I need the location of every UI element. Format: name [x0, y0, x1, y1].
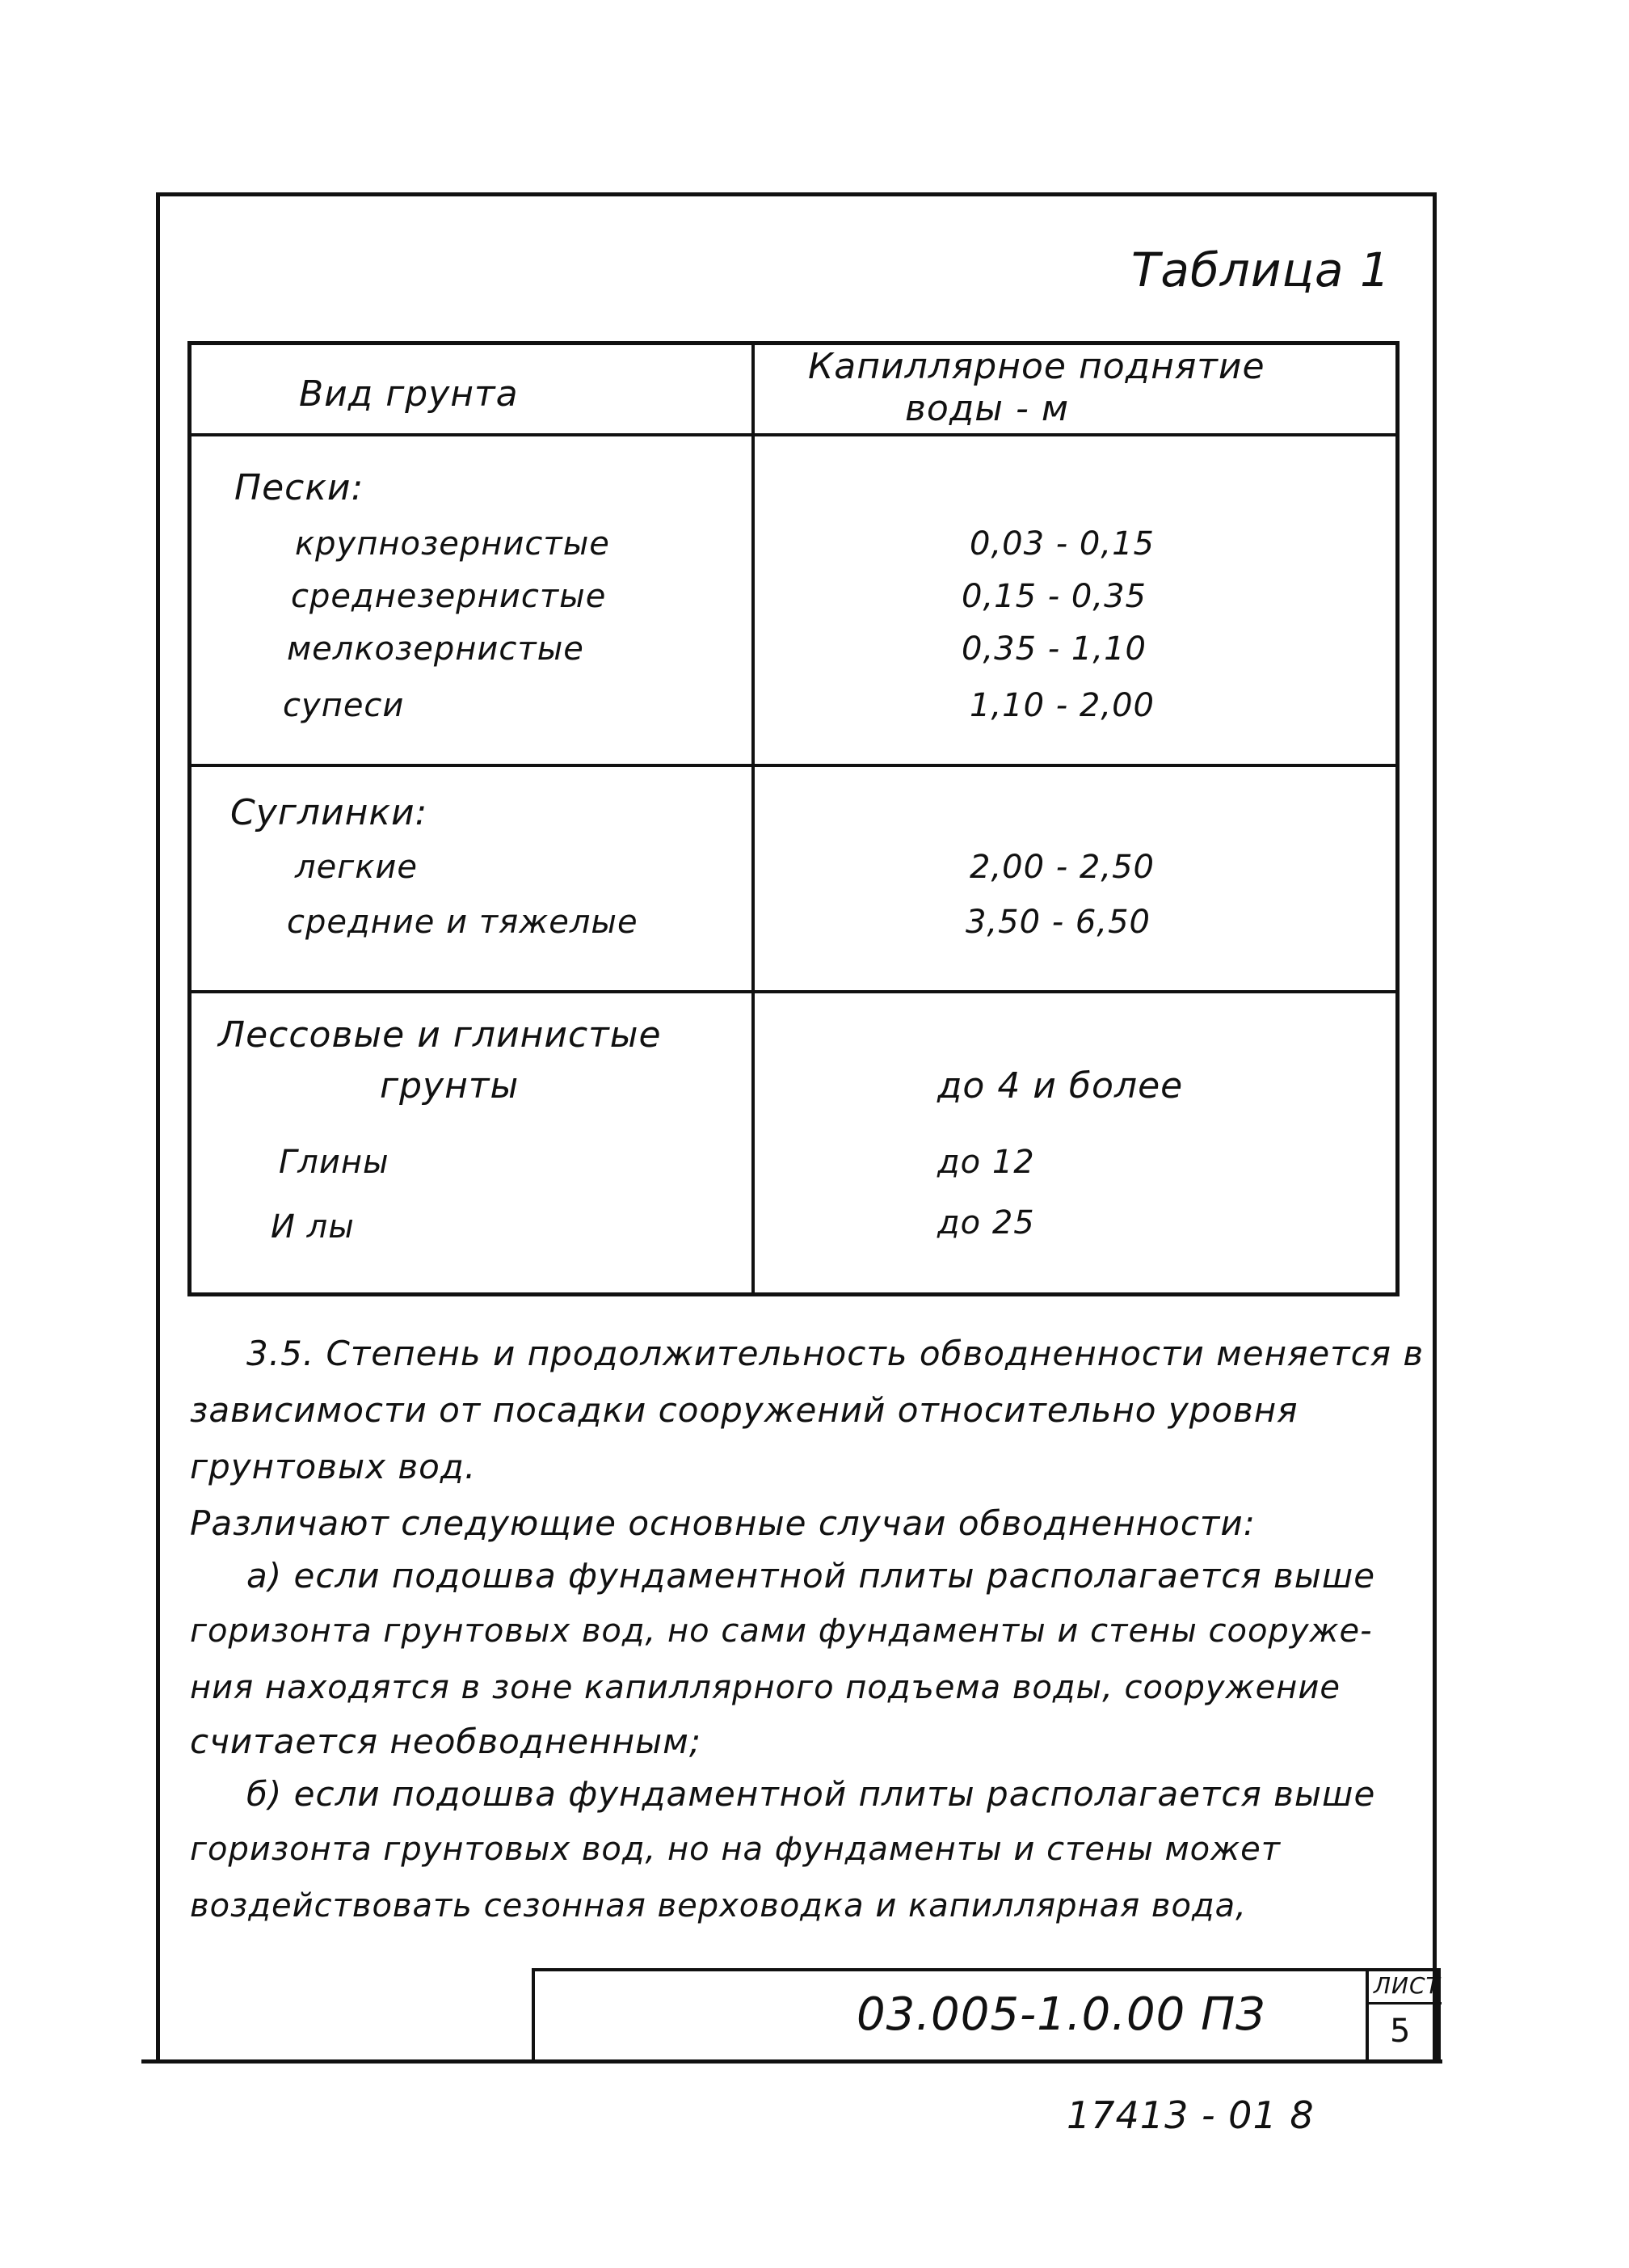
capillary-value: 0,03 - 0,15	[970, 525, 1155, 563]
paragraph-line: зависимости от посадки сооружений относительно уровня	[190, 1390, 1299, 1430]
table-group-divider	[189, 990, 1398, 993]
capillary-value: 0,35 - 1,10	[962, 630, 1147, 668]
paragraph-line: грунтовых вод.	[190, 1447, 477, 1486]
stamp-border	[532, 1968, 1441, 1971]
capillary-value: 1,10 - 2,00	[970, 687, 1155, 724]
paragraph-line: воздействовать сезонная верховодка и капиллярная вода,	[190, 1887, 1247, 1924]
paragraph-line: 3.5. Степень и продолжительность обводненности меняется в	[246, 1334, 1425, 1373]
table-header-soil-type: Вид грунта	[299, 373, 519, 415]
paragraph-line: считается необводненным;	[190, 1722, 702, 1761]
soil-name: крупнозернистые	[295, 525, 610, 563]
paragraph-line: Различают следующие основные случаи обводненности:	[190, 1503, 1256, 1543]
table-header-divider	[189, 433, 1398, 436]
group-name: Лессовые и глинистые	[218, 1014, 662, 1056]
table-group-divider	[189, 764, 1398, 767]
document-code: 03.005-1.0.00 ПЗ	[857, 1988, 1266, 2041]
table-title: Таблица 1	[1131, 242, 1391, 297]
soil-name: И лы	[271, 1208, 355, 1246]
group-name: грунты	[380, 1065, 520, 1107]
capillary-value: до 25	[937, 1204, 1035, 1241]
paragraph-line: горизонта грунтовых вод, но на фундаменты и стены может	[190, 1831, 1282, 1868]
paragraph-line: б) если подошва фундаментной плиты располагается выше	[246, 1774, 1376, 1814]
soil-name: Глины	[279, 1144, 389, 1181]
capillary-value: до 12	[937, 1144, 1035, 1181]
soil-name: мелкозернистые	[287, 630, 584, 668]
soil-name: легкие	[295, 849, 418, 886]
table-header-capillary-line1: Капиллярное поднятие	[808, 346, 1265, 387]
table-header-capillary-line2: воды - м	[905, 388, 1070, 429]
soil-name: среднезернистые	[291, 578, 607, 615]
capillary-value: 3,50 - 6,50	[966, 904, 1151, 941]
capillary-value: до 4 и более	[937, 1065, 1184, 1107]
capillary-value: 0,15 - 0,35	[962, 578, 1147, 615]
stamp-border	[1366, 1968, 1369, 2063]
capillary-value: 2,00 - 2,50	[970, 849, 1155, 886]
table-column-divider	[751, 343, 755, 1295]
group-name: Суглинки:	[230, 792, 428, 833]
sheet-label: ЛИСТ	[1374, 1972, 1441, 1999]
soil-name: супеси	[283, 687, 405, 724]
stamp-border	[532, 1968, 535, 2063]
paragraph-line: горизонта грунтовых вод, но сами фундаменты и стены сооруже-	[190, 1612, 1373, 1650]
group-name: Пески:	[234, 467, 364, 508]
archive-number: 17413 - 01 8	[1067, 2093, 1315, 2137]
paragraph-line: а) если подошва фундаментной плиты располагается выше	[246, 1556, 1376, 1596]
paragraph-line: ния находятся в зоне капиллярного подъема воды, сооружение	[190, 1669, 1341, 1706]
stamp-border	[1366, 2002, 1442, 2005]
soil-name: средние и тяжелые	[287, 904, 638, 941]
sheet-number: 5	[1390, 2013, 1411, 2050]
frame-bottom-line	[141, 2059, 1442, 2064]
